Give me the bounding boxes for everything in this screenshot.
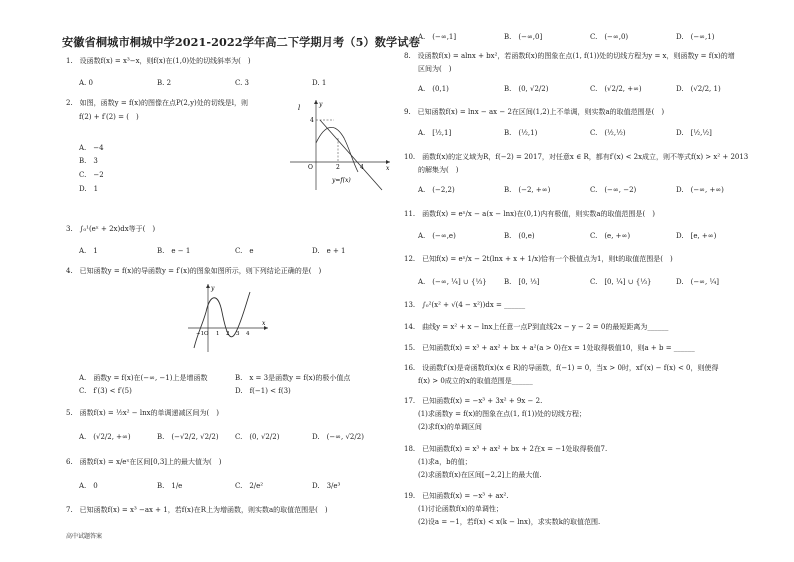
question-11-text: 11. 函数f(x) = eˣ/x − a(x − lnx)在(0,1)内有极值，则实数a的取值范围是( ) <box>404 210 656 218</box>
q2-graph-label-4x: 4 <box>360 164 364 171</box>
q3-option-b: B. e − 1 <box>157 247 191 255</box>
q5-option-d: D. (−∞, √2/2) <box>312 433 364 441</box>
question-2-text-2: f(2) + f′(2) = ( ) <box>79 113 139 121</box>
q8-option-a: A. (0,1) <box>418 85 449 93</box>
q1-option-a: A. 0 <box>79 79 93 87</box>
q10-option-b: B. (−2, +∞) <box>504 186 551 194</box>
q2-graph-label-o: O <box>308 164 313 171</box>
q2-option-c: C. −2 <box>79 171 104 179</box>
q1-option-d: D. 1 <box>312 79 327 87</box>
q3-option-a: A. 1 <box>79 247 98 255</box>
question-10-text: 10. 函数f(x)的定义域为R，f(−2) = 2017，对任意x ∈ R，都有f′(x) < 2x成立，则不等式f(x) > x² + 2013 <box>404 153 749 161</box>
q12-option-b: B. [0, ⅓] <box>504 278 540 286</box>
q5-option-b: B. (−√2/2, √2/2) <box>157 433 219 441</box>
page-title: 安徽省桐城市桐城中学2021-2022学年高二下学期月考（5）数学试卷 <box>62 35 420 49</box>
q2-graph-label-y: y <box>319 101 323 108</box>
q4-graph-label-3: 3 <box>236 331 240 337</box>
q5-option-c: C. (0, √2/2) <box>235 433 280 441</box>
q7-option-d: D. (−∞,1) <box>676 33 715 41</box>
question-16-text-2: f(x) > 0成立的x的取值范围是______ <box>418 377 533 385</box>
question-19-sub-2: (2)设a = −1，若f(x) < x(k − lnx)，求实数k的取值范围. <box>418 518 601 526</box>
q2-graph <box>286 98 392 194</box>
question-12-text: 12. 已知f(x) = eˣ/x − 2t(lnx + x + 1/x)恰有一个极值点为1，则t的取值范围是( ) <box>404 255 673 263</box>
q8-option-c: C. (√2/2, +∞) <box>590 85 642 93</box>
q7-option-c: C. (−∞,0) <box>590 33 629 41</box>
q11-option-a: A. (−∞,e) <box>418 232 456 240</box>
question-7-text: 7. 已知函数f(x) = x³ −ax + 1，若f(x)在R上为增函数，则实数a的取值范围是( ) <box>66 506 328 514</box>
q4-graph-label-y: y <box>211 285 215 292</box>
q4-graph-label-2: 2 <box>226 331 230 337</box>
question-18-text: 18. 已知函数f(x) = x³ + ax² + bx + 2在x = −1处取得极值7. <box>404 445 608 453</box>
q2-option-d: D. 1 <box>79 185 99 193</box>
q2-option-b: B. 3 <box>79 157 98 165</box>
q4-option-c: C. f′(3) < f′(5) <box>79 387 132 395</box>
question-17-text: 17. 已知函数f(x) = −x³ + 3x² + 9x − 2. <box>404 397 543 405</box>
q4-graph-label-4: 4 <box>246 331 250 337</box>
q12-option-a: A. (−∞, ¼] ∪ {⅓} <box>418 278 487 286</box>
q9-option-b: B. (½,1) <box>504 129 538 137</box>
footer-text: 高中试题答案 <box>66 533 103 540</box>
q4-graph-label-1: 1 <box>216 331 220 337</box>
q4-graph-label-x: x <box>262 320 266 327</box>
q6-option-b: B. 1/e <box>157 482 183 490</box>
q1-option-c: C. 3 <box>235 79 250 87</box>
q11-option-b: B. (0,e) <box>504 232 535 240</box>
question-14-text: 14. 曲线y = x² + x − lnx上任意一点P到直线2x − y − 2 = 0的最短距离为______ <box>404 323 669 331</box>
q6-option-a: A. 0 <box>79 482 98 490</box>
q5-option-a: A. (√2/2, +∞) <box>79 433 131 441</box>
q12-option-d: D. (−∞, ¼] <box>676 278 719 286</box>
question-19-text: 19. 已知函数f(x) = −x³ + ax². <box>404 492 509 500</box>
question-16-text: 16. 设函数f′(x)是奇函数f(x)(x ∈ R)的导函数，f(−1) = 0，当x > 0时，xf′(x) − f(x) < 0，则使得 <box>404 364 719 372</box>
question-17-sub-2: (2)求f(x)的单调区间 <box>418 423 482 431</box>
q11-option-d: D. [e, +∞) <box>676 232 717 240</box>
q7-option-a: A. (−∞,1] <box>418 33 457 41</box>
q4-option-d: D. f(−1) < f(3) <box>235 387 291 395</box>
q3-option-c: C. e <box>235 247 254 255</box>
question-1-text: 1. 设函数f(x) = x³−x，则f(x)在(1,0)处的切线斜率为( ) <box>66 57 251 65</box>
q2-graph-label-4: 4 <box>310 117 314 124</box>
q10-option-a: A. (−2,2) <box>418 186 455 194</box>
question-9-text: 9. 已知函数f(x) = lnx − ax − 2在区间(1,2)上不单调，则实数a的取值范围是( ) <box>404 108 665 116</box>
question-8-text-2: 区间为( ) <box>418 65 452 73</box>
q12-option-c: C. [0, ¼] ∪ {⅓} <box>590 278 652 286</box>
question-2-text: 2. 如图，函数y = f(x)的图像在点P(2,y)处的切线是l，则 <box>66 99 248 107</box>
q9-option-a: A. [½,1] <box>418 129 452 137</box>
q3-option-d: D. e + 1 <box>312 247 346 255</box>
q9-option-c: C. (½,½) <box>590 129 626 137</box>
question-10-text-2: 的解集为( ) <box>418 166 459 174</box>
q4-graph <box>184 282 270 354</box>
question-8-text: 8. 设函数f(x) = alnx + bx²，若函数f(x)的图象在点(1, f(1))处的切线方程为y = x，则函数y = f(x)的增 <box>404 52 735 60</box>
question-18-sub-2: (2)求函数f(x)在区间[−2,2]上的最大值. <box>418 471 542 479</box>
q4-graph-label-o: O <box>204 331 209 337</box>
question-13-text: 13. ∫₀²(x² + √(4 − x²))dx = ______ <box>404 301 526 309</box>
question-15-text: 15. 已知函数f(x) = x³ + ax² + bx + a²(a > 0)在x = 1处取得极值10，则a + b = ______ <box>404 344 695 352</box>
q2-graph-label-l: l <box>298 104 301 112</box>
q4-option-b: B. x = 3是函数y = f(x)的极小值点 <box>235 374 351 382</box>
q10-option-d: D. (−∞, +∞) <box>676 186 724 194</box>
q9-option-d: D. [½,½] <box>676 129 712 137</box>
question-6-text: 6. 函数f(x) = x/eˣ在区间[0,3]上的最大值为( ) <box>66 458 222 466</box>
q2-graph-label-2: 2 <box>336 164 340 171</box>
question-4-text: 4. 已知函数y = f(x)的导函数y = f′(x)的图象如图所示，则下列结论正确的是( ) <box>66 267 322 275</box>
q8-option-b: B. (0, √2/2) <box>504 85 549 93</box>
q2-option-a: A. −4 <box>79 144 104 152</box>
question-3-text: 3. ∫₀¹(eˣ + 2x)dx等于( ) <box>66 225 156 233</box>
question-17-sub-1: (1)求函数y = f(x)的图象在点(1, f(1))处的切线方程； <box>418 410 587 418</box>
q8-option-d: D. (√2/2, 1) <box>676 85 721 93</box>
question-19-sub-1: (1)讨论函数f(x)的单调性； <box>418 505 503 513</box>
q4-graph-label-m1: −1 <box>196 331 205 337</box>
question-18-sub-1: (1)求a，b的值； <box>418 458 472 466</box>
q6-option-c: C. 2/e² <box>235 482 264 490</box>
q4-option-a: A. 函数y = f(x)在(−∞, −1)上是增函数 <box>79 374 208 382</box>
question-5-text: 5. 函数f(x) = ½x² − lnx的单调递减区间为( ) <box>66 409 220 417</box>
q1-option-b: B. 2 <box>157 79 172 87</box>
q7-option-b: B. (−∞,0] <box>504 33 543 41</box>
q6-option-d: D. 3/e³ <box>312 482 341 490</box>
q2-graph-label-fx: y=f(x) <box>332 177 351 184</box>
q10-option-c: C. (−∞, −2) <box>590 186 637 194</box>
q11-option-c: C. (e, +∞) <box>590 232 631 240</box>
q2-graph-label-x: x <box>386 165 390 172</box>
